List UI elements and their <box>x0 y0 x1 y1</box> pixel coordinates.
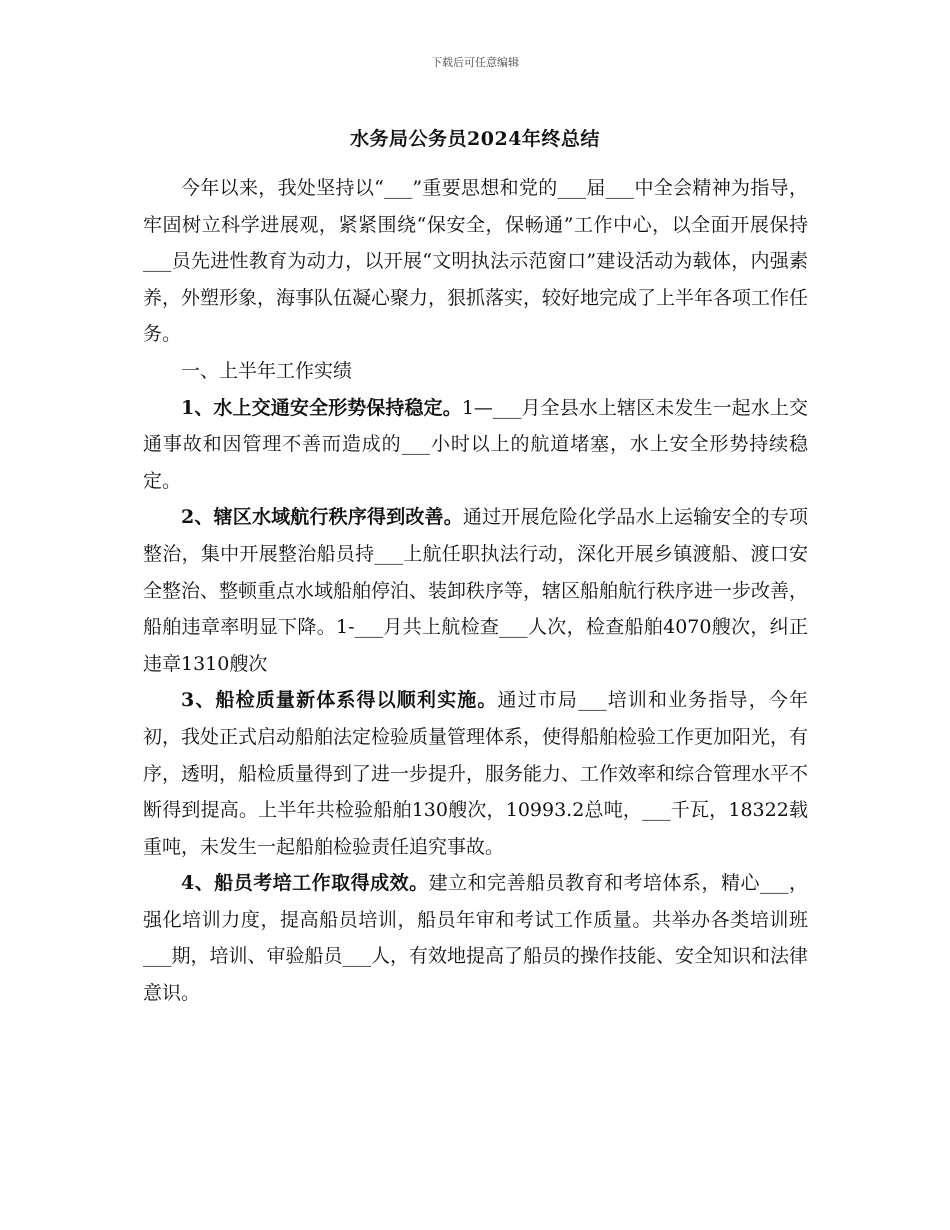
paragraph-item-1 <box>143 390 808 500</box>
item-4-lead: 4、船员考培工作取得成效。 <box>181 872 429 895</box>
item-4-body: 建立和完善船员教育和考培体系，精心___，强化培训力度，提高船员培训，船员年审和考试工作质量。共举办各类培训班___期，培训、审验船员___人，有效地提高了船员的操作技能、安全知识和法律意识。 <box>143 872 809 1005</box>
paragraph-item-4 <box>143 865 808 1011</box>
intro-paragraph: 今年以来，我处坚持以“___”重要思想和党的___届___中全会精神为指导，牢固树立科学进展观，紧紧围绕“保安全，保畅通”工作中心，以全面开展保持___员先进性教育为动力，以开展“文明执法示范窗口”建设活动为载体，内强素养，外塑形象，海事队伍凝心聚力，狠抓落实，较好地完成了上半年各项工作任务。 <box>143 177 809 346</box>
item-3-body: 通过市局___培训和业务指导，今年初，我处正式启动船舶法定检验质量管理体系，使得船舶检验工作更加阳光，有序，透明，船检质量得到了进一步提升，服务能力、工作效率和综合管理水平不断得到提高。上半年共检验船舶130艘次，10993.2总吨，___千瓦，18322载重吨，未发生一起船舶检验责任追究事故。 <box>143 689 809 858</box>
item-2-lead: 2、辖区水域航行秩序得到改善。 <box>181 506 463 529</box>
item-2-body: 通过开展危险化学品水上运输安全的专项整治，集中开展整治船员持___上航任职执法行动，深化开展乡镇渡船、渡口安全整治、整顿重点水域船舶停泊、装卸秩序等，辖区船舶航行秩序进一步改善，船舶违章率明显下降。1-___月共上航检查___人次，检查船舶4070艘次，纠正违章1310艘次 <box>143 506 809 675</box>
item-1-lead: 1、水上交通安全形势保持稳定。 <box>181 396 462 419</box>
item-1-body: 1—___月全县水上辖区未发生一起水上交通事故和因管理不善而造成的___小时以上的航道堵塞，水上安全形势持续稳定。 <box>143 396 808 492</box>
paragraph-item-3 <box>143 682 808 865</box>
document-title: 水务局公务员2024年终总结 <box>350 128 600 150</box>
page-header: 下载后可任意编辑 <box>431 56 519 69</box>
document-body <box>143 170 808 1012</box>
paragraph-item-2 <box>143 499 808 682</box>
section-heading: 一、上半年工作实绩 <box>181 359 353 382</box>
item-3-lead: 3、船检质量新体系得以顺利实施。 <box>181 689 498 712</box>
